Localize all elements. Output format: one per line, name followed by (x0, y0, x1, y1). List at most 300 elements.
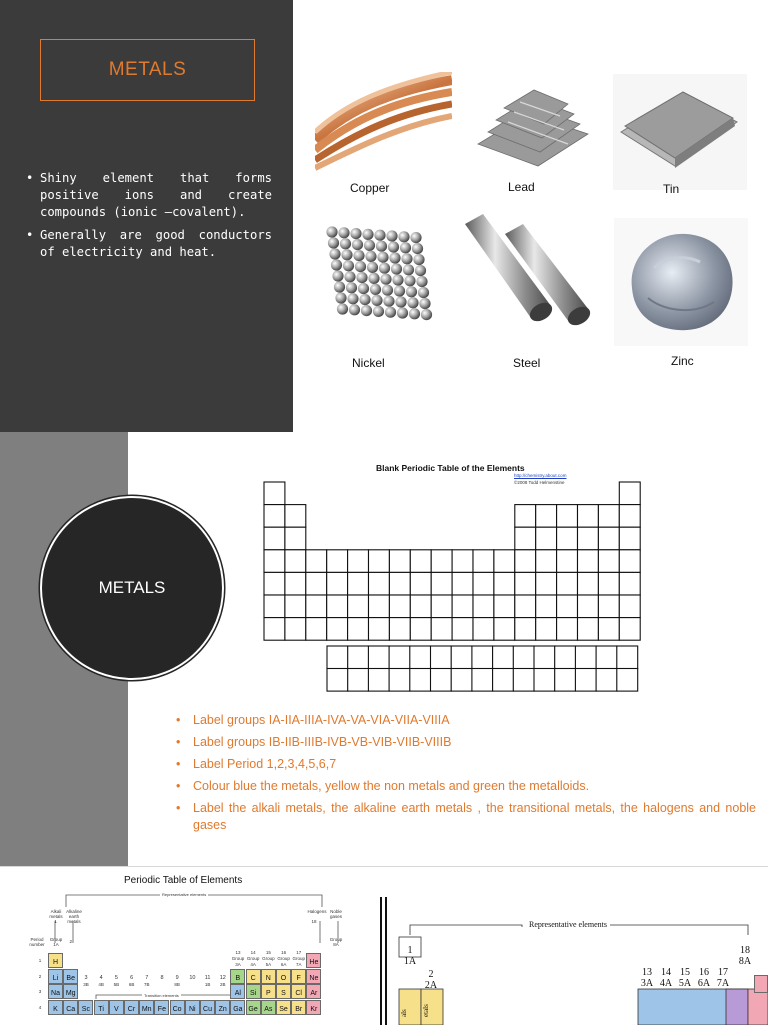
blank-cell (327, 618, 348, 641)
blank-cell (557, 505, 578, 528)
group-number: 13 (235, 949, 241, 955)
nickel-sphere (421, 309, 432, 320)
blank-cell (596, 646, 617, 669)
nickel-sphere (358, 283, 369, 294)
blank-cell (619, 550, 640, 573)
blank-cell (578, 505, 599, 528)
element-cell: Si (246, 984, 261, 999)
blank-cell (264, 572, 285, 595)
blank-cell (348, 618, 369, 641)
transition-group-number: 4 (99, 975, 103, 981)
nickel-sphere (341, 249, 352, 260)
blank-cell (598, 595, 619, 618)
blank-cell (451, 646, 472, 669)
periodic-title: Periodic Table of Elements (124, 875, 243, 886)
blank-cell (431, 550, 452, 573)
right-group-code: 7A (716, 978, 730, 989)
group-code: 4A (250, 961, 256, 967)
element-cell: P (261, 984, 276, 999)
nickel-sphere (362, 229, 373, 240)
blank-cell (598, 550, 619, 573)
nickel-sphere (416, 276, 427, 287)
nickel-sphere (332, 270, 343, 281)
element-cell: Zn (215, 1000, 230, 1015)
element-cell: Ge (246, 1000, 261, 1015)
slide-title: METALS (108, 59, 187, 80)
nickel-sphere (391, 263, 402, 274)
blank-cell (264, 505, 285, 528)
group-number: 14 (250, 949, 256, 955)
blank-cell (306, 550, 327, 573)
blank-cell (536, 550, 557, 573)
title-box (40, 39, 255, 101)
transition-group-number: 7 (145, 975, 149, 981)
element-cell: S (276, 984, 291, 999)
blank-cell (557, 595, 578, 618)
blank-cell (515, 595, 536, 618)
metal-caption: Steel (513, 356, 541, 370)
nickel-sphere (403, 264, 414, 275)
blank-cell (348, 572, 369, 595)
right-group-code: 6A (697, 978, 711, 989)
blank-cell (513, 646, 534, 669)
blank-cell (494, 550, 515, 573)
nickel-sphere (326, 226, 337, 237)
blank-cell (389, 618, 410, 641)
blank-table-title: Blank Periodic Table of the Elements (376, 463, 525, 473)
element-cell: Na (48, 984, 63, 999)
blank-cell (619, 595, 640, 618)
nickel-sphere (392, 274, 403, 285)
blank-cell (327, 595, 348, 618)
blank-cell (515, 505, 536, 528)
blank-cell (348, 646, 369, 669)
instruction-list (176, 712, 756, 839)
nickel-sphere (344, 271, 355, 282)
period-number: 1 (38, 958, 42, 963)
transition-group-code: 4B (98, 982, 104, 987)
nickel-sphere (329, 248, 340, 259)
svg-text:etals: etals (422, 1004, 430, 1017)
metal-caption: Tin (663, 182, 680, 196)
blank-cell (264, 527, 285, 550)
slide-metals-intro (0, 0, 768, 432)
alkaline-label: Alkaline earth metals (66, 909, 82, 924)
nickel-sphere (328, 237, 339, 248)
blank-cell (389, 572, 410, 595)
blank-cell (431, 618, 452, 641)
group-number: 15 (265, 949, 271, 955)
nickel-sphere (409, 308, 420, 319)
nickel-sphere (346, 282, 357, 293)
blank-cell (598, 572, 619, 595)
steel-pipes-image (465, 214, 597, 340)
blank-cell (452, 572, 473, 595)
blank-cell (389, 669, 410, 692)
blank-cell (306, 618, 327, 641)
element-cell: C (246, 969, 261, 984)
blank-cell (578, 550, 599, 573)
blank-cell (578, 527, 599, 550)
blank-cell (264, 482, 285, 505)
blank-cell (285, 618, 306, 641)
right-group-code: 4A (659, 978, 673, 989)
transition-group-number: 11 (204, 975, 211, 981)
group-8a-code: 8A (738, 956, 752, 967)
element-cell: Kr (306, 1000, 321, 1015)
source-link[interactable]: http://chemistry.about.com (514, 473, 567, 478)
nickel-sphere (365, 251, 376, 262)
blank-cell (494, 595, 515, 618)
group-code: 3A (235, 961, 241, 967)
blank-cell (578, 572, 599, 595)
right-group-number: 15 (680, 967, 690, 978)
blank-cell (452, 595, 473, 618)
group-2-number: 2 (428, 969, 434, 980)
dark-panel (0, 0, 293, 432)
blank-cell (410, 646, 431, 669)
blank-cell (596, 669, 617, 692)
circle-title: METALS (98, 578, 166, 597)
nickel-sphere (367, 262, 378, 273)
group-code: 5A (265, 961, 272, 967)
nickel-sphere (355, 261, 366, 272)
nickel-sphere (368, 273, 379, 284)
nickel-sphere (359, 294, 370, 305)
blank-cell (306, 572, 327, 595)
nickel-sphere (374, 230, 385, 241)
transition-group-number: 10 (189, 975, 196, 981)
blank-cell (369, 550, 390, 573)
element-cell: Ne (306, 969, 321, 984)
nickel-sphere (401, 253, 412, 264)
element-cell: Cu (200, 1000, 215, 1015)
element-cell: Cr (124, 1000, 139, 1015)
nickel-sphere (373, 306, 384, 317)
transition-group-number: 5 (114, 975, 118, 981)
blank-cell (410, 595, 431, 618)
blank-cell (557, 527, 578, 550)
element-cell: F (291, 969, 306, 984)
blank-cell (348, 595, 369, 618)
group-1a-code: 1A (403, 956, 417, 967)
bullet-item: • Shiny element that forms positive ions and create compounds (ionic –covalent). (26, 170, 272, 221)
transition-group-number: 3 (84, 975, 88, 981)
blank-cell (598, 618, 619, 641)
noble-gas-cell (754, 975, 768, 993)
blank-cell (472, 669, 493, 692)
divider-line (385, 897, 387, 1025)
blank-cell (285, 505, 306, 528)
transition-group-code: 1B (204, 982, 211, 987)
blank-cell (451, 669, 472, 692)
right-group-code: 5A (678, 978, 692, 989)
transition-group-number: 12 (219, 975, 226, 981)
transition-group-number: 8 (160, 975, 164, 981)
blank-cell (389, 595, 410, 618)
group-word: Group (231, 955, 245, 961)
right-group-number: 14 (661, 967, 671, 978)
right-group-number: 16 (699, 967, 709, 978)
blank-cell (285, 572, 306, 595)
element-cell: V (109, 1000, 124, 1015)
blank-cell (493, 669, 514, 692)
nickel-sphere (352, 239, 363, 250)
blank-cell (431, 646, 452, 669)
blank-cell (557, 572, 578, 595)
nickel-sphere (398, 231, 409, 242)
nickel-sphere (394, 285, 405, 296)
nickel-sphere (385, 307, 396, 318)
group-number: 17 (296, 949, 302, 955)
nickel-sphere (395, 296, 406, 307)
blank-cell (598, 527, 619, 550)
element-cell: O (276, 969, 291, 984)
blank-cell (534, 646, 555, 669)
element-cell: H (48, 953, 63, 968)
nickel-sphere (407, 297, 418, 308)
instruction-item: • Label the alkali metals, the alkaline earth metals , the transitional metals, the halogens and noble gases (176, 800, 756, 834)
nickel-sphere (382, 285, 393, 296)
blank-cell (536, 595, 557, 618)
group-2a-code: 2A (424, 980, 438, 991)
group-word: Group (246, 955, 260, 961)
blank-cell (619, 527, 640, 550)
nickel-sphere (397, 307, 408, 318)
element-cell: Cl (291, 984, 306, 999)
blank-cell (306, 595, 327, 618)
right-representative-label: Representative elements (526, 920, 610, 929)
nickel-sphere (364, 240, 375, 251)
element-cell: Se (276, 1000, 291, 1015)
blank-cell (515, 618, 536, 641)
element-cell: B (230, 969, 245, 984)
nickel-sphere (340, 238, 351, 249)
blank-cell (575, 669, 596, 692)
blank-cell (452, 618, 473, 641)
element-cell: As (261, 1000, 276, 1015)
nickel-sphere (350, 228, 361, 239)
blank-cell (285, 595, 306, 618)
blank-cell (348, 669, 369, 692)
blank-cell (557, 550, 578, 573)
period-number: 3 (38, 989, 42, 994)
nickel-sphere (370, 284, 381, 295)
nickel-sphere (343, 260, 354, 271)
nickel-sphere (404, 275, 415, 286)
nickel-sphere (389, 252, 400, 263)
blank-cell (617, 669, 638, 692)
blank-cell (431, 572, 452, 595)
blank-cell (368, 669, 389, 692)
blank-cell (473, 572, 494, 595)
blank-cell (473, 618, 494, 641)
element-cell: Co (170, 1000, 185, 1015)
divider-line (380, 897, 382, 1025)
nickel-sphere (388, 241, 399, 252)
nickel-sphere (347, 293, 358, 304)
blank-cell (515, 527, 536, 550)
slide-periodic-activity (0, 432, 768, 866)
instruction-item: • Label groups IB-IIB-IIIB-IVB-VB-VIB-VIIB-VIIIB (176, 734, 756, 751)
transition-group-code: 6B (128, 982, 135, 987)
blank-cell (472, 646, 493, 669)
transition-group-number: 6 (130, 975, 134, 981)
nickel-sphere (377, 252, 388, 263)
blank-cell (369, 572, 390, 595)
instruction-item: • Label groups IA-IIA-IIIA-IVA-VA-VIA-VIIA-VIIIA (176, 712, 756, 729)
nickel-sphere (371, 295, 382, 306)
blank-cell (473, 550, 494, 573)
blank-cell (536, 572, 557, 595)
copper-wire-image (315, 72, 452, 174)
blank-cell (369, 618, 390, 641)
blank-cell (619, 618, 640, 641)
blank-cell (264, 595, 285, 618)
nickel-sphere (376, 241, 387, 252)
blank-cell (431, 595, 452, 618)
noble-label: Noble gases (329, 909, 342, 919)
right-group-number: 17 (718, 967, 728, 978)
element-cell: Ti (94, 1000, 109, 1015)
representative-label: Representative elements (162, 892, 207, 897)
nickel-sphere (410, 232, 421, 243)
element-cell: Ca (63, 1000, 78, 1015)
group-word: Group (277, 955, 290, 961)
transition-label: Transition elements (144, 993, 179, 998)
transition-group-number: 9 (175, 975, 179, 981)
blank-cell (575, 646, 596, 669)
instruction-item: • Label Period 1,2,3,4,5,6,7 (176, 756, 756, 773)
blank-cell (515, 572, 536, 595)
blank-cell (513, 669, 534, 692)
right-group-code: 3A (640, 978, 654, 989)
transition-group-code: 2B (220, 982, 226, 987)
metal-caption: Lead (508, 180, 535, 194)
blank-cell (410, 550, 431, 573)
blank-cell (619, 505, 640, 528)
group-18-number: 18 (740, 945, 750, 956)
zinc-lump-image (614, 218, 748, 346)
metal-caption: Nickel (352, 356, 385, 370)
nickel-sphere (338, 227, 349, 238)
group-1a-label: Group 1A (49, 937, 63, 947)
blank-cell (617, 646, 638, 669)
blank-cell (493, 646, 514, 669)
nickel-sphere (356, 272, 367, 283)
element-cell: Al (230, 984, 245, 999)
blank-cell (410, 618, 431, 641)
group-number: 1 (54, 918, 57, 924)
element-cell: Sc (78, 1000, 93, 1015)
blank-cell (536, 618, 557, 641)
blank-cell (327, 646, 348, 669)
blank-cell (536, 527, 557, 550)
nickel-sphere (413, 254, 424, 265)
copyright-text: ©2008 Todd Helmenstine (514, 480, 565, 485)
blank-cell (598, 505, 619, 528)
blank-cell (619, 482, 640, 505)
blank-cell (534, 669, 555, 692)
blank-cell (264, 618, 285, 641)
group-code: 6A (280, 961, 287, 967)
element-cell: Li (48, 969, 63, 984)
blank-cell (410, 669, 431, 692)
blank-cell (369, 595, 390, 618)
element-cell: Fe (154, 1000, 169, 1015)
element-cell: Ar (306, 984, 321, 999)
group-number: 16 (281, 949, 287, 955)
nickel-sphere (383, 296, 394, 307)
group-1-number: 1 (407, 945, 413, 956)
nickel-sphere (361, 305, 372, 316)
nickel-sphere (337, 303, 348, 314)
blank-cell (536, 505, 557, 528)
blank-cell (285, 527, 306, 550)
alkali-label: Alkali metals (49, 909, 63, 919)
group-number: 18 (311, 918, 317, 924)
blank-cell (555, 669, 576, 692)
group-number: 2 (69, 938, 73, 944)
group-8a-label: Group 8A (329, 937, 343, 947)
group-code: 7A (296, 961, 302, 967)
element-cell: Ni (185, 1000, 200, 1015)
tin-box-image (613, 74, 747, 190)
nickel-sphere (386, 230, 397, 241)
nickel-sphere (353, 250, 364, 261)
blank-cell (389, 646, 410, 669)
blank-cell (348, 550, 369, 573)
element-cell: Mg (63, 984, 78, 999)
blank-cell (555, 646, 576, 669)
nickel-sphere (379, 263, 390, 274)
transition-group-code: 3B (83, 982, 89, 987)
nickel-sphere (335, 292, 346, 303)
element-cell: Ga (230, 1000, 245, 1015)
right-group-number: 13 (642, 967, 652, 978)
blank-cell (578, 618, 599, 641)
blank-cell (410, 572, 431, 595)
nickel-sphere (418, 287, 429, 298)
element-cell: N (261, 969, 276, 984)
right-table-shapes (390, 867, 768, 1025)
nickel-sphere (406, 286, 417, 297)
blank-cell (327, 572, 348, 595)
blank-cell (264, 550, 285, 573)
blank-cell (431, 669, 452, 692)
blank-cell (452, 550, 473, 573)
blank-cell (494, 618, 515, 641)
blank-cell (327, 669, 348, 692)
instruction-item: • Colour blue the metals, yellow the non metals and green the metalloids. (176, 778, 756, 795)
blank-cell (285, 550, 306, 573)
transition-group-code: 8B (174, 982, 180, 987)
blank-cell (368, 646, 389, 669)
nickel-sphere (412, 243, 423, 254)
blank-cell (515, 550, 536, 573)
blank-cell (494, 572, 515, 595)
nickel-sphere (419, 298, 430, 309)
transition-group-code: 7B (144, 982, 150, 987)
transition-group-code: 5B (113, 982, 120, 987)
period-label: Period number (29, 937, 45, 947)
nickel-sphere (334, 281, 345, 292)
element-cell: Mn (139, 1000, 154, 1015)
blank-cell (473, 595, 494, 618)
lead-ingots-image (468, 74, 600, 174)
nickel-sphere (400, 242, 411, 253)
bullet-list (26, 170, 272, 267)
